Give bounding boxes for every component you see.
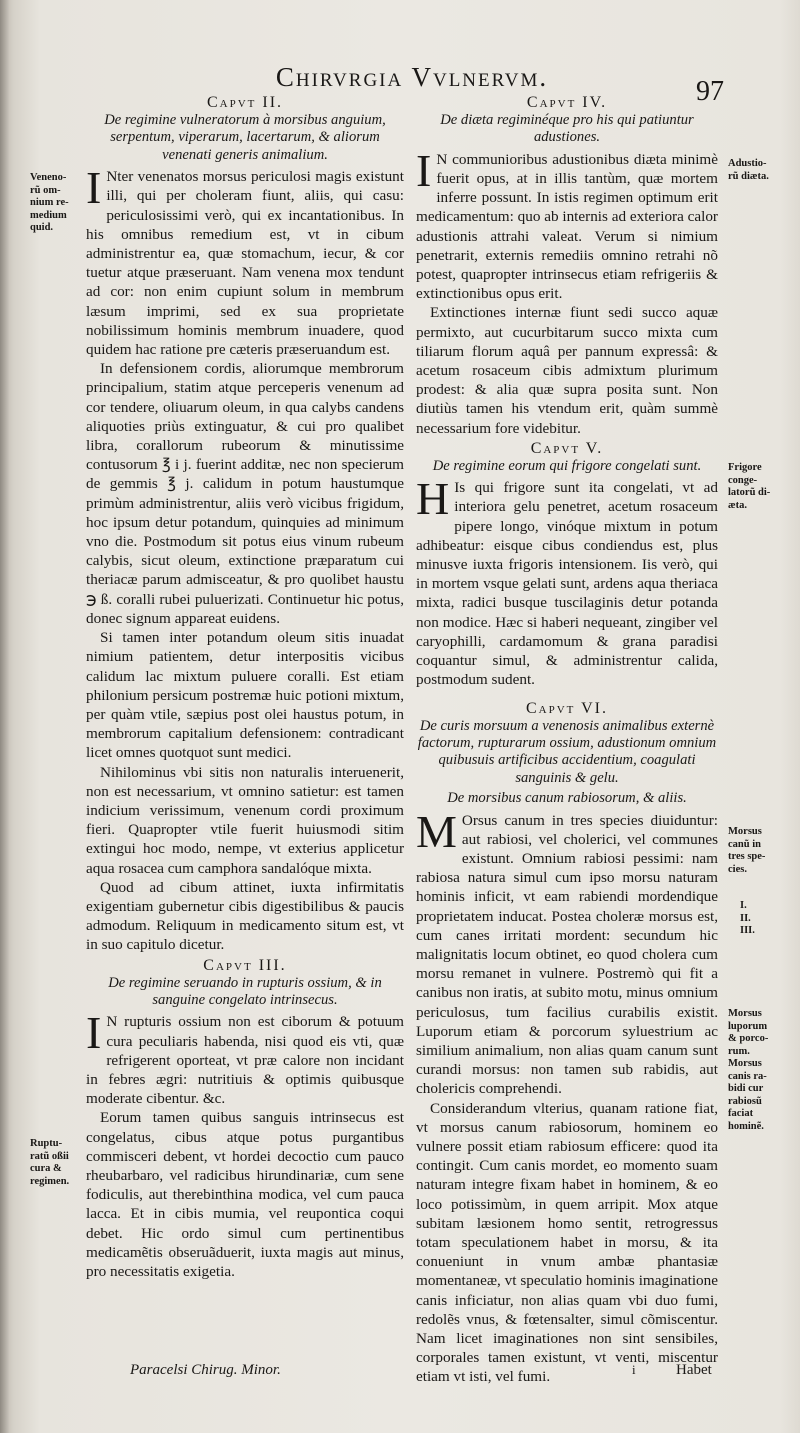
chapter-rubric-3: De regimine seruando in rupturis ossium, & in sanguine congelato intrinsecus. — [108, 974, 382, 1008]
paragraph: I N communioribus adustionibus diæta minimè fuerit opus, at in illis tantùm, quæ mortem inferre possunt. In istis regimen optimum erit medicamentum: quo ab internis ad exteriora calor adustionis attrahi valeat. Verum si nimium penetrarit, externis remediis omnino retrahi nõ potest, quapropter intrinsecus etiam refrigeriis & extinctionibus opus erit. — [416, 144, 718, 303]
margin-note-venenorum: Veneno- rũ om- nium re- medium quid. — [30, 172, 69, 233]
paragraph: Si tamen inter potandum oleum sitis inuadat nimium patientem, detur interpositis vicibus calidum lac mixtum puluere coralli. Est etiam philonium persicum postremæ huic potioni mixtum, per quàm vtile, sæpius post olei haustus potum, in membrorum capitalium defensionem: contradicant licet omnes quotquot sunt medici. — [86, 629, 404, 762]
paragraph: Considerandum vlterius, quanam ratione fiat, vt morsus canum rabiosorum, hominem eo vulnere possit etiam rabiosum efficere: quod ita contingit. Cum canis mordet, eo momento suam naturam integre fixam habet in hominem, & eo loco potissimùm, in quem arripit. Mox atque subitam læsionem homo sentit, retrogressus totam speculationem habet in morsu, & ita conueniunt in vnum ambæ phantasiæ momentaneæ, vt speculatio hominis imaginatione canis inficiatur, non alias quam vbi duo fumi, redolẽs vnus, & fœtensalter, simul cõmiscentur. Nam licet imaginationes non sint sensibiles, corporales tamen existunt, vt venti, miscentur etiam vt isti, vel fumi. — [416, 1099, 718, 1386]
page-gutter — [0, 0, 9, 1433]
chapter-rubric-6: De curis morsuum a venenosis animalibus externè factorum, rupturarum ossium, adustionum omnium quibusuis artificibus accidentium, coagulati sanguinis & gelu. — [417, 717, 717, 786]
margin-note-morsus-canum: Morsus canũ in tres spe- cies. — [728, 826, 766, 875]
paragraph: M Orsus canum in tres species diuiduntur: aut rabiosi, vel cholerici, vel communes existunt. Omnium rabiosi pessimi: nam rabiosa natura simul cum ipso morsu naturam hominis inficit, vt eam rabiendi mordendique proprietatem inducat. Postea choleræ morsus est, cum canes irritati mordent: secundum hic malignitatis locum obtinet, eo quod cholera cum morsu remanet in vulnere. Postremò qui fit a canibus non iratis, at subito motu, minus omnium periculosus, tum facilius curabilis existit. Luporum etiam & porcorum syluestrium ac similium animalium, non alias quam canum sunt curandi morsus: non tamen sub rabidis, aut cholericis comprehendi. — [416, 805, 718, 1098]
paragraph: H Is qui frigore sunt ita congelati, vt ad interiora gelu penetret, acetum rosaceum pipere longo, vinóque mixtum in potum adhibeatur: eisque cibus condiendus est, plus minusve iuxta frigoris intensionem. Iis verò, qui in mortem vsque gelati sunt, ardens aqua theriaca mixta, radici busque tuscilaginis detur potanda non modice. Hæc si haberi nequeant, zingiber vel caryophilli, cardamomum & grana paradisi coquantur simul, & administrentur calida, postmodum sudent. — [416, 473, 718, 689]
signature-line: Paracelsi Chirug. Minor. — [130, 1362, 281, 1378]
tick-mark: i — [632, 1362, 636, 1377]
chapter-rubric-5: De regimine eorum qui frigore congelati sunt. — [432, 457, 702, 474]
margin-note-ruptura: Ruptu- ratũ oßii cura & regimen. — [30, 1138, 70, 1187]
margin-note-frigore: Frigore conge- latorũ di- æta. — [728, 462, 771, 511]
paragraph: Nihilominus vbi sitis non naturalis interuenerit, non est necessarium, vt omnino satietur: est tamen indicium verissimum, venenum cordi proximum fieri. Quapropter vtile fuerit huiusmodi sitim extingui hoc modo, nempe, vt exterius applicetur aqua rosacea cum camphora sandalóque mixta. — [86, 763, 404, 877]
chapter-heading-4: Capvt IV. — [526, 94, 608, 111]
drop-initial: I — [416, 144, 432, 196]
chapter-rubric-2: De regimine vulneratorum à morsibus anguium, serpentum, viperarum, lacertarum, & aliorum venenati generis animalium. — [104, 112, 386, 163]
paragraph: Quod ad cibum attinet, iuxta infirmitatis exigentiam gubernetur cibis digestibilibus & paucis admodum. Reliquum in medicamento situm est, vt in suo capitulo dicetur. — [86, 878, 404, 954]
running-head: Chirvrgia Vvlnervm. — [275, 62, 549, 92]
paragraph: I Nter venenatos morsus periculosi magis existunt illi, qui per choleram fiunt, aliis, qui casu: periculosissimi verò, qui ex incantationibus. In his omnibus remedium est, vt in cibum administrentur ea, quæ stomachum, iecur, & cor tuetur atque præseruant. Nam venena mox tendunt ad cor: non enim cupiunt solum in membrum læsum imprimi, sed ex sua proprietate nobilissimum hominis membrum inuadere, quod quidem hac ratione pre cæteris præseruandum est. — [86, 162, 404, 359]
drop-initial: I — [86, 1007, 102, 1059]
paragraph: Extinctiones internæ fiunt sedi succo aquæ permixto, aut cucurbitarum succo mixta cum tiliarum florum aquâ per pannum expressâ: & acetum rosaceum cibis admixtum plurimum prodest: & alia quæ supra posita sunt. Non diutiùs tamen his vtendum erit, quàm summè necessarium fore videbitur. — [416, 304, 718, 437]
drop-initial: H — [416, 473, 450, 525]
margin-note-luporum: Morsus luporum & porco- rum. Morsus canis ra- bidi cur rabiosũ faciat hominẽ. — [728, 1008, 769, 1132]
paragraph: Eorum tamen quibus sanguis intrinsecus est congelatus, cibus atque potus purgantibus commisceri debent, vt hordei decoctio cum pauco rheubarbaro, vel radicibus hirundinariæ, cum sene fodiculis, aut therebinthina modica, vel cum pauca lacca. Et in cibis mumia, vel reupontica coqui debet. Hic ordo simul cum pertinentibus medicamẽtis obseruãduerit, iuxta magis aut minus, pro necessitatis exigetia. — [86, 1109, 404, 1280]
margin-note-numerals: I. II. III. — [740, 900, 755, 936]
chapter-heading-6: Capvt VI. — [526, 699, 608, 717]
chapter-heading-5: Capvt V. — [530, 439, 604, 457]
catchword: Habet — [676, 1362, 712, 1378]
chapter-heading-3: Capvt III. — [203, 956, 287, 974]
right-column — [416, 94, 718, 1387]
paragraph: In defensionem cordis, aliorumque membrorum principalium, statim atque perceperis venenum ad cor tendere, oliuarum oleum, in qua calybs candens aliquoties priùs extinguatur, & cui pro qualibet libra, corallorum rubeorum & minutissime contusorum ℥ i j. fuerint additæ, nec non specierum de gemmis ℥ j. calidum in potum haustumque primùm administrentur, aliis verò vicibus frigidum, hoc ipsum detur potandum, quinquies ad minimum vno die. Postmodum sit potus eius vinum rubeum calybis, sicut oleum, extinctione præparatum cui theriacæ parum admisceatur, & pro quolibet haustu ℈ ß. coralli rubei puluerizati. Continuetur hic potus, donec signum appareat euidens. — [86, 360, 404, 627]
paragraph: I N rupturis ossium non est ciborum & potuum cura peculiaris habenda, nisi quod eis vti, quæ refrigerent oporteat, vt præ calore non incidant in febres ægri: nutritiuis & optimis quibusque moderate cibentur. &c. — [86, 1007, 404, 1108]
chapter-heading-2: Capvt II. — [206, 94, 284, 111]
drop-initial: I — [86, 162, 102, 214]
chapter-subrubric-6: De morsibus canum rabiosorum, & aliis. — [447, 790, 687, 807]
drop-initial: M — [416, 805, 457, 857]
page-number: 97 — [696, 76, 724, 107]
margin-note-adustio: Adustio- rũ diæta. — [728, 158, 769, 182]
chapter-rubric-4: De diæta regiminéque pro his qui patiuntur adustiones. — [440, 112, 694, 146]
left-column — [86, 94, 404, 1281]
